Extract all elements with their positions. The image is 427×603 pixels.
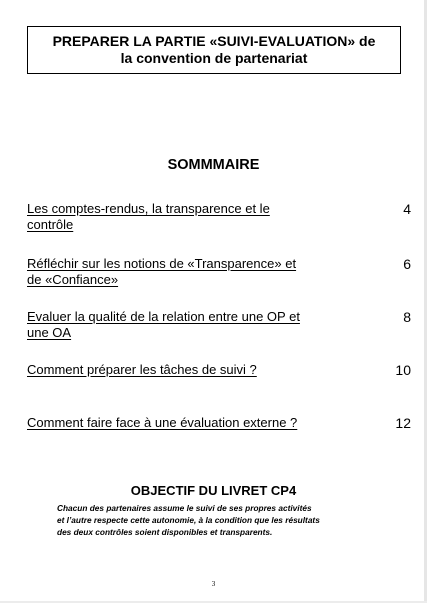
toc-item-page-number: 6 [403,256,411,272]
toc-item-label-line[interactable]: Evaluer la qualité de la relation entre une OP et [27,309,300,324]
toc-item-page-number: 4 [403,201,411,217]
page-number: 3 [211,580,216,588]
toc-item-page-number: 10 [395,362,411,378]
toc-item-label[interactable] [27,256,337,288]
document-title-line: PREPARER LA PARTIE «SUIVI-EVALUATION» de [52,33,376,49]
toc-item-label[interactable] [27,415,337,431]
summary-heading: SOMMMAIRE [167,157,260,173]
toc-item-page-number: 8 [403,309,411,325]
toc-item-label[interactable] [27,201,337,233]
toc-item[interactable] [27,415,427,455]
document-title-box [27,26,401,74]
toc-item-label-line[interactable]: de «Confiance» [27,272,119,287]
toc-item-label[interactable] [27,362,337,378]
objective-text-line: et l’autre respecte cette autonomie, à la condition que les résultats [57,515,320,525]
toc-item-label-line[interactable]: une OA [27,325,72,340]
toc-item-label[interactable] [27,309,337,341]
objective-text [57,502,377,538]
toc-item-label-line[interactable]: Comment faire face à une évaluation externe ? [27,415,298,430]
toc-item-label-line[interactable]: contrôle [27,217,74,232]
toc-item-page-number: 12 [395,415,411,431]
toc-item-label-line[interactable]: Les comptes-rendus, la transparence et le [27,201,270,216]
document-title-line: la convention de partenariat [120,50,308,66]
objective-text-line: Chacun des partenaires assume le suivi de ses propres activités [57,503,312,513]
toc-item[interactable] [27,201,427,241]
toc-item[interactable] [27,309,427,349]
toc-item[interactable] [27,256,427,296]
objective-heading: OBJECTIF DU LIVRET CP4 [130,483,297,498]
toc-item-label-line[interactable]: Comment préparer les tâches de suivi ? [27,362,257,377]
toc-item[interactable] [27,362,427,402]
toc-item-label-line[interactable]: Réfléchir sur les notions de «Transparence» et [27,256,297,271]
objective-text-line: des deux contrôles soient disponibles et transparents. [57,527,273,537]
